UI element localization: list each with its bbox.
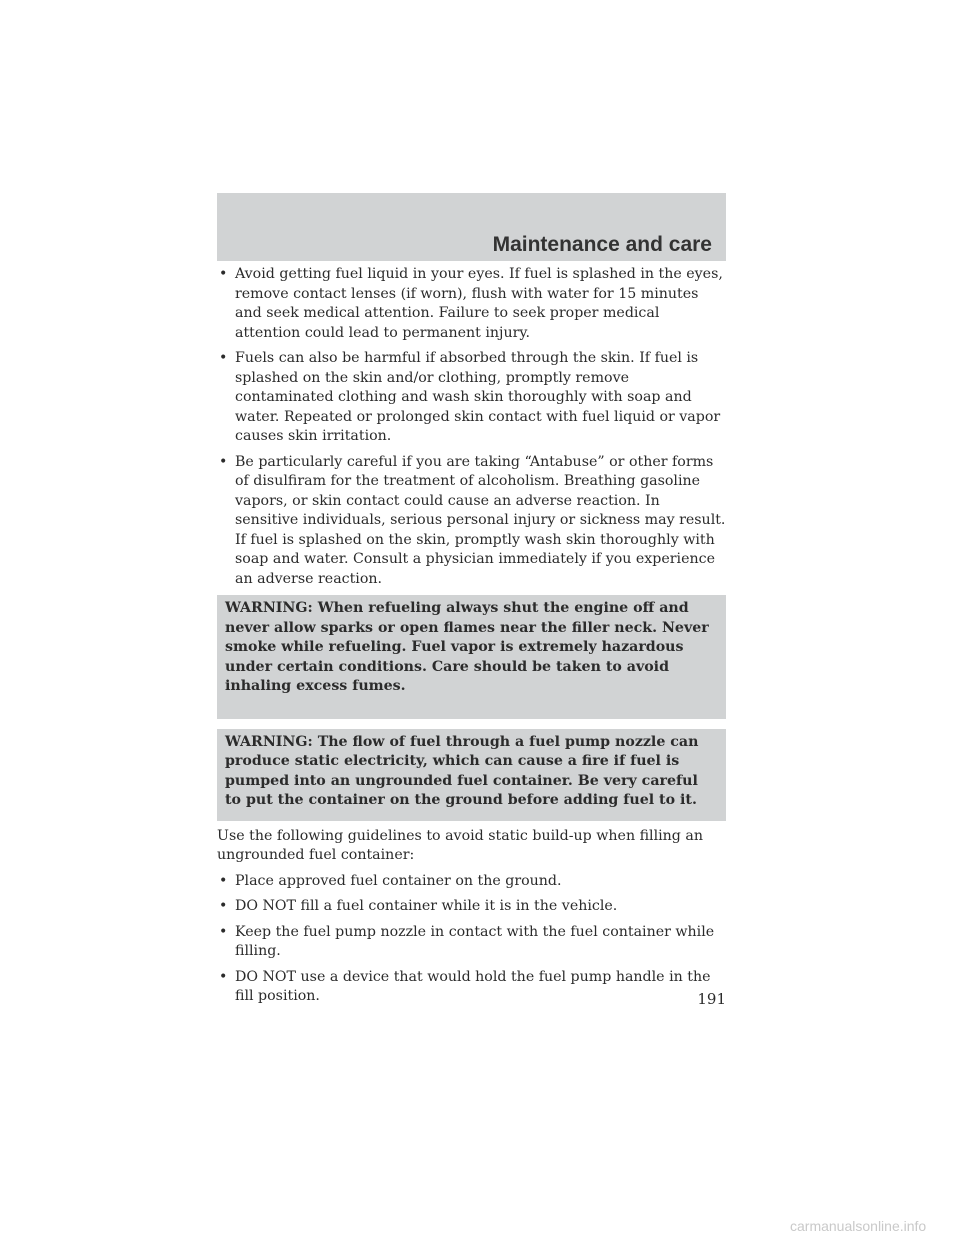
list-item: • DO NOT fill a fuel container while it is in the vehicle. (217, 897, 726, 917)
bullet-icon: • (219, 923, 228, 940)
list-item: • Be particularly careful if you are taking “Antabuse” or other forms of disulfiram for the treatment of alcoholism. Breathing gasoline vapors, or skin contact could cause an adverse reaction. In sensitive individuals, serious personal injury or sickness may result. If fuel is splashed on the skin, promptly wash skin thoroughly with soap and water. Consult a physician immediately if you experience an adverse reaction. (219, 453, 726, 587)
page-number: 191 (697, 990, 726, 1008)
guidelines-intro: Use the following guidelines to avoid static build-up when filling an ungrounded fuel container: (217, 827, 703, 863)
bullet-icon: • (219, 968, 228, 985)
watermark: carmanualsonline.info (790, 1218, 927, 1234)
page-content (217, 265, 726, 1013)
bullet-icon: • (219, 898, 228, 914)
list-item: • Place approved fuel container on the ground. (217, 872, 726, 892)
guidelines-bullet-list (217, 872, 726, 1007)
warning-box-refueling: WARNING: When refueling always shut the engine off and never allow sparks or open flames near the filler neck. Never smoke while refueling. Fuel vapor is extremely hazardous under certain conditions. Care should be taken to avoid inhaling excess fumes. (217, 595, 726, 719)
list-item: • DO NOT use a device that would hold the fuel pump handle in the fill position. (219, 968, 711, 1004)
bullet-icon: • (219, 453, 228, 470)
list-item: • Fuels can also be harmful if absorbed through the skin. If fuel is splashed on the skin and/or clothing, promptly remove contaminated clothing and wash skin thoroughly with soap and water. Repeated or prolonged skin contact with fuel liquid or vapor causes skin irritation. (219, 350, 721, 444)
safety-bullet-list (217, 265, 726, 589)
section-header (217, 193, 726, 261)
warning-box-static: WARNING: The flow of fuel through a fuel pump nozzle can produce static electricity, which can cause a fire if fuel is pumped into an ungrounded fuel container. Be very careful to put the container on the ground before adding fuel to it. (217, 729, 726, 821)
list-item: • Keep the fuel pump nozzle in contact with the fuel container while filling. (219, 923, 715, 959)
bullet-icon: • (219, 872, 228, 889)
bullet-icon: • (219, 266, 228, 282)
bullet-icon: • (219, 350, 228, 366)
section-title: Maintenance and care (492, 233, 712, 256)
list-item: • Avoid getting fuel liquid in your eyes. If fuel is splashed in the eyes, remove contact lenses (if worn), flush with water for 15 minutes and seek medical attention. Failure to seek proper medical attention could lead to permanent injury. (219, 266, 723, 341)
